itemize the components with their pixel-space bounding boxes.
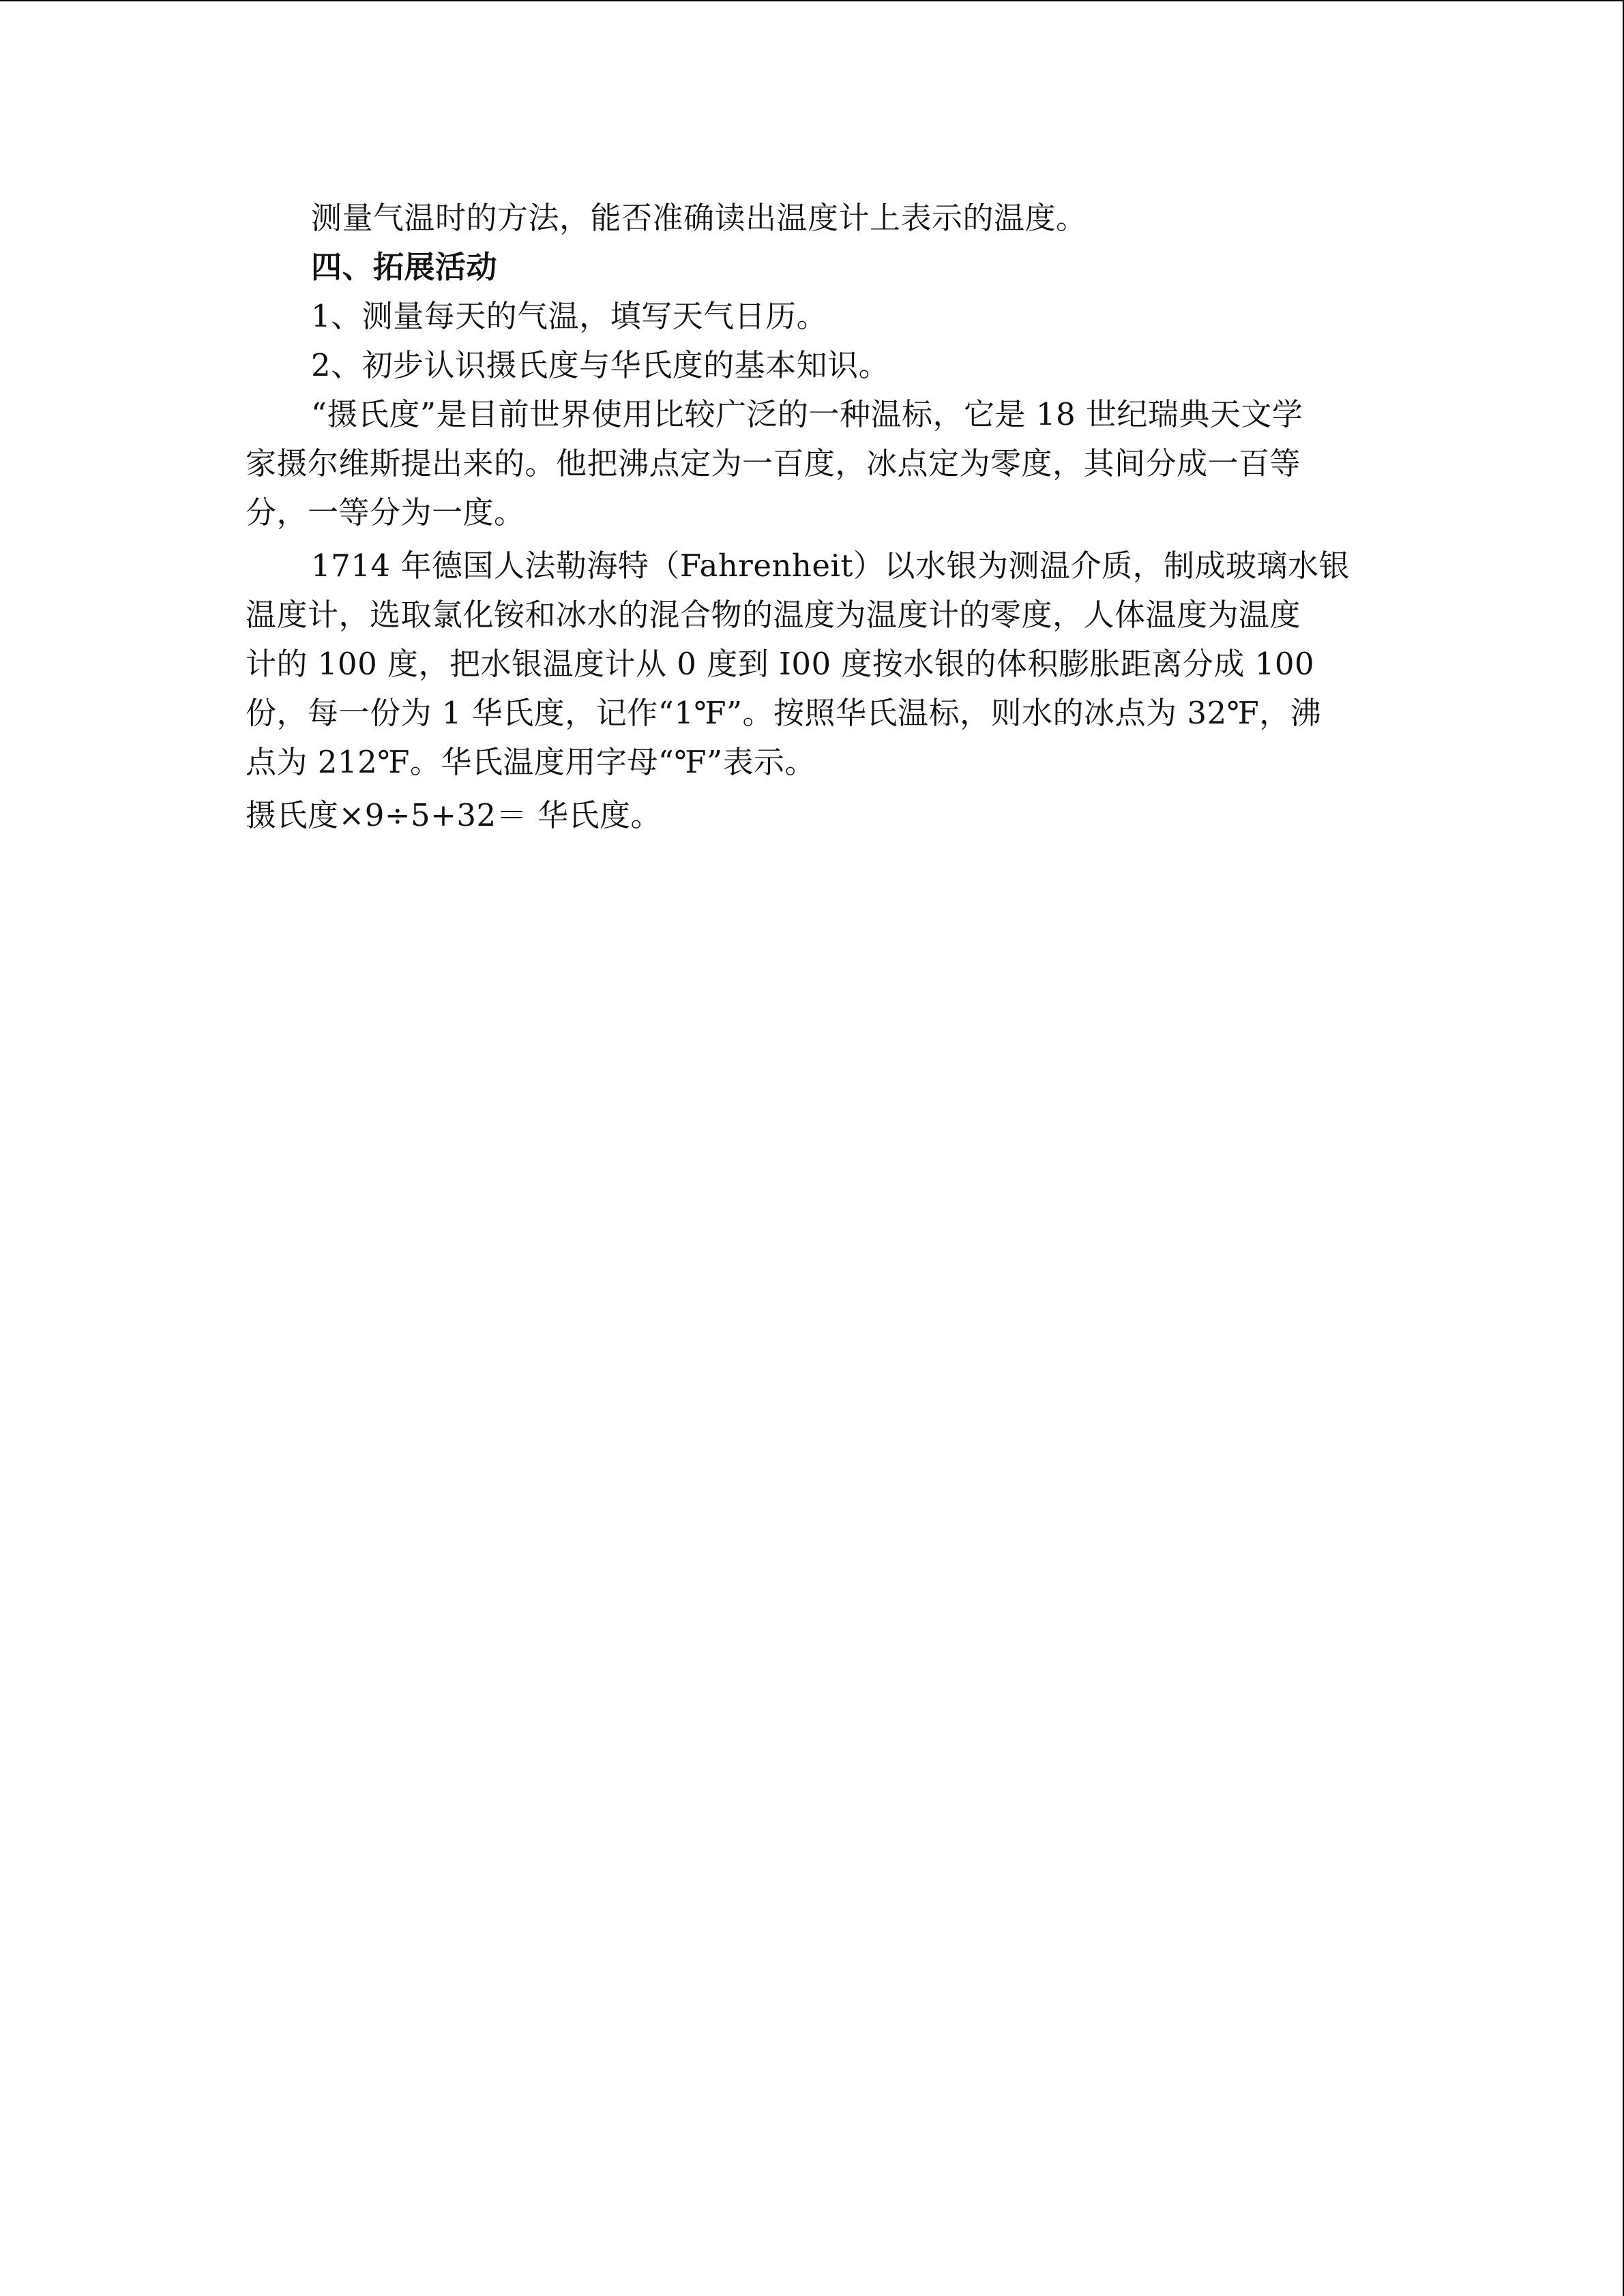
paragraph-line: 份，每一份为 1 华氏度，记作“1℉”。按照华氏温标，则水的冰点为 32℉，沸 xyxy=(246,695,1322,731)
paragraph-line: 计的 100 度，把水银温度计从 0 度到 I00 度按水银的体积膨胀距离分成 100 xyxy=(246,646,1315,682)
list-item: 1、测量每天的气温，填写天气日历。 xyxy=(311,298,828,334)
list-item: 2、初步认识摄氏度与华氏度的基本知识。 xyxy=(311,347,890,383)
section-heading: 四、拓展活动 xyxy=(311,249,498,285)
paragraph-line: 温度计，选取氯化铵和冰水的混合物的温度为温度计的零度，人体温度为温度 xyxy=(246,597,1301,633)
paragraph-line: 1714 年德国人法勒海特（Fahrenheit）以水银为测温介质，制成玻璃水银 xyxy=(311,548,1350,584)
paragraph-line: 家摄尔维斯提出来的。他把沸点定为一百度，冰点定为零度，其间分成一百等 xyxy=(246,445,1301,481)
paragraph-line: 点为 212℉。华氏温度用字母“℉”表示。 xyxy=(246,744,816,780)
text-line: 测量气温时的方法，能否准确读出温度计上表示的温度。 xyxy=(311,200,1087,236)
formula-line: 摄氏度×9÷5+32＝ 华氏度。 xyxy=(246,797,662,833)
document-body xyxy=(246,194,1378,840)
paragraph-line: “摄氏度”是目前世界使用比较广泛的一种温标，它是 18 世纪瑞典天文学 xyxy=(311,396,1303,432)
paragraph-line: 分，一等分为一度。 xyxy=(246,494,525,531)
